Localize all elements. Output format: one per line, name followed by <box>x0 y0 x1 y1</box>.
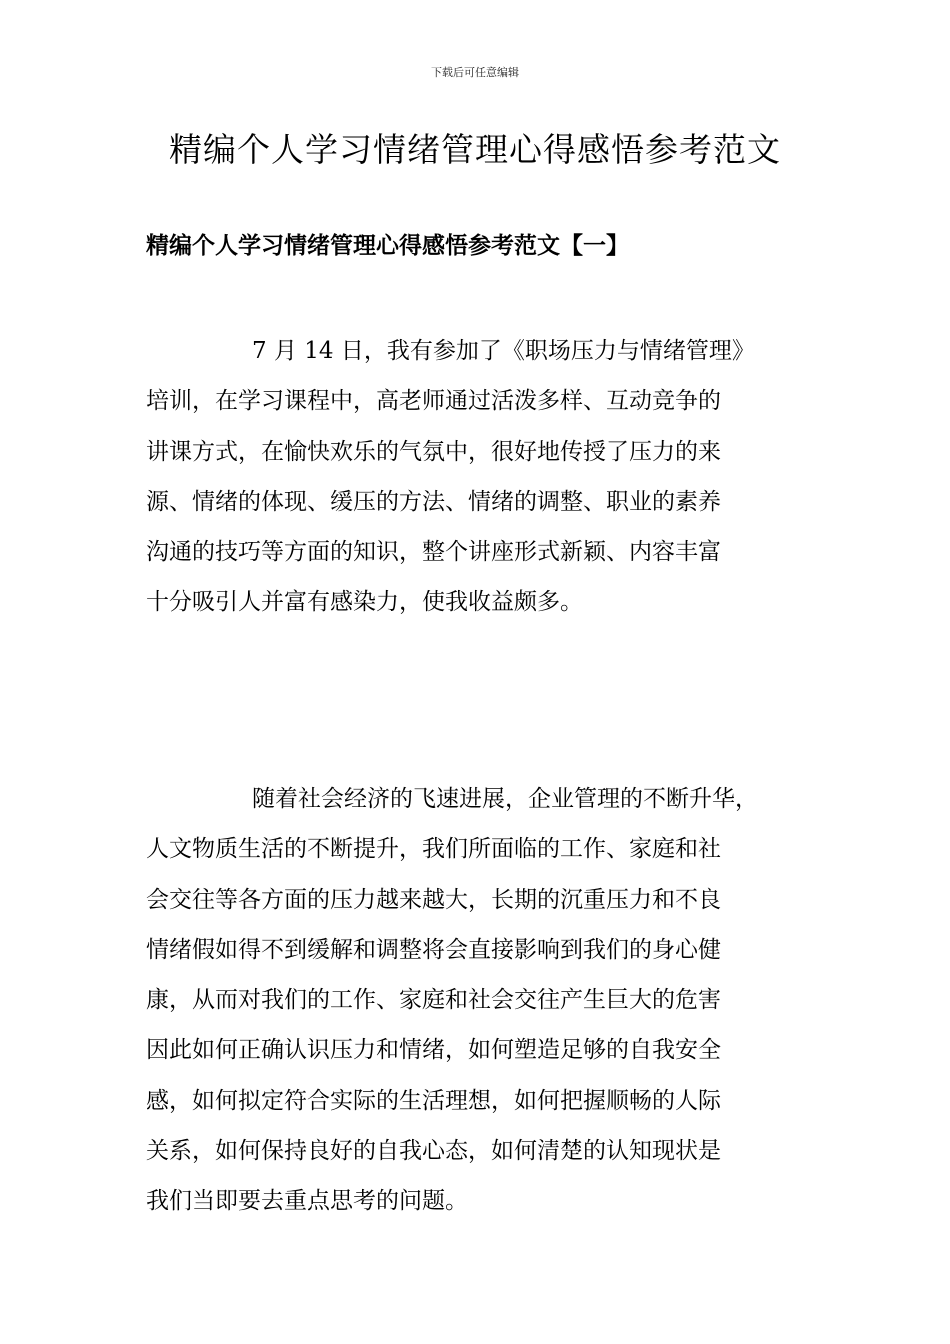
paragraph-line: 会交往等各方面的压力越来越大，长期的沉重压力和不良 <box>146 886 721 913</box>
header-note: 下载后可任意编辑 <box>431 66 519 79</box>
paragraph-line: 因此如何正确认识压力和情绪，如何塑造足够的自我安全 <box>146 1037 721 1064</box>
paragraph-line: 康，从而对我们的工作、家庭和社会交往产生巨大的危害 <box>146 987 721 1014</box>
paragraph-1 <box>146 326 808 628</box>
paragraph-line: 随着社会经济的飞速进展，企业管理的不断升华， <box>252 786 758 812</box>
paragraph-line: 人文物质生活的不断提升，我们所面临的工作、家庭和社 <box>146 836 721 863</box>
paragraph-line: 讲课方式，在愉快欢乐的气氛中，很好地传授了压力的来 <box>146 438 721 465</box>
section-heading: 精编个人学习情绪管理心得感悟参考范文【一】 <box>146 232 629 259</box>
paragraph-line: 源、情绪的体现、缓压的方法、情绪的调整、职业的素养 <box>146 488 721 515</box>
paragraph-line: 关系，如何保持良好的自我心态，如何清楚的认知现状是 <box>146 1138 721 1165</box>
paragraph-line: 沟通的技巧等方面的知识，整个讲座形式新颖、内容丰富 <box>146 539 721 566</box>
paragraph-line: 情绪假如得不到缓解和调整将会直接影响到我们的身心健 <box>146 936 721 963</box>
document-title: 精编个人学习情绪管理心得感悟参考范文 <box>169 130 781 169</box>
paragraph-line: 感，如何拟定符合实际的生活理想，如何把握顺畅的人际 <box>146 1087 721 1114</box>
paragraph-line: 我们当即要去重点思考的问题。 <box>146 1188 468 1215</box>
paragraph-line: 十分吸引人并富有感染力，使我收益颇多。 <box>146 589 583 616</box>
paragraph-line: 7 月 14 日，我有参加了《职场压力与情绪管理》 <box>252 338 755 364</box>
paragraph-line: 培训，在学习课程中，高老师通过活泼多样、互动竞争的 <box>146 388 721 415</box>
paragraph-2 <box>146 774 808 1227</box>
